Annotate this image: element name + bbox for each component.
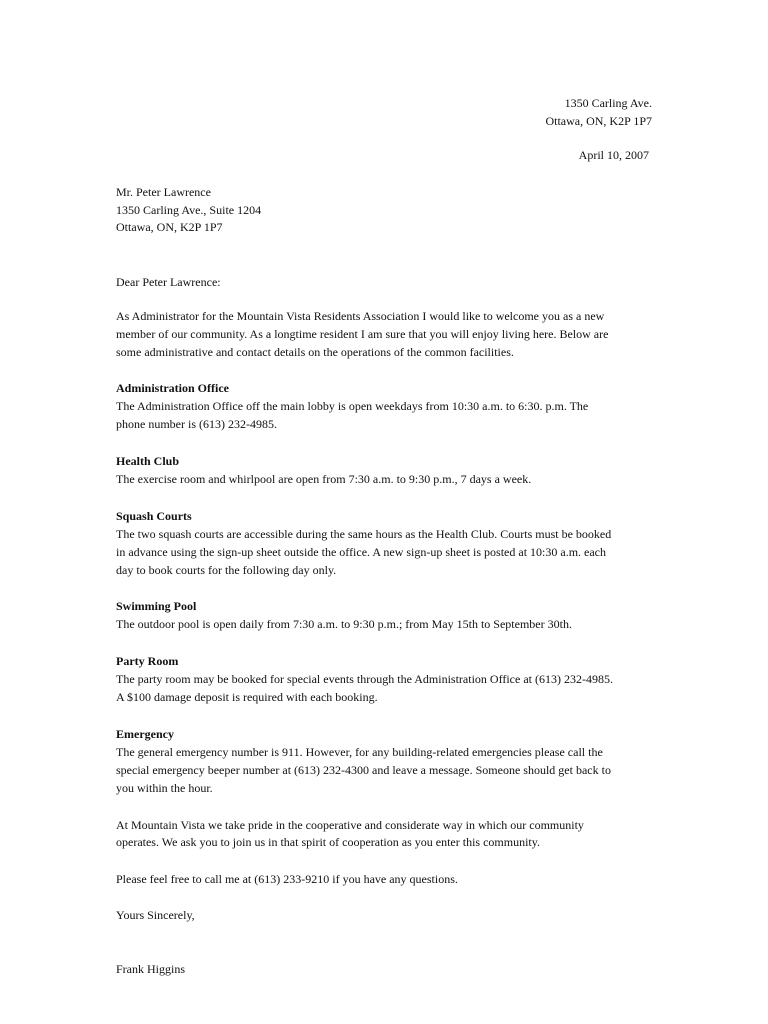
closing-line: At Mountain Vista we take pride in the cooperative and considerate way in which our community [116, 818, 584, 832]
sender-address-line-1: 1350 Carling Ave. [564, 96, 652, 110]
section-line: The exercise room and whirlpool are open from 7:30 a.m. to 9:30 p.m., 7 days a week. [116, 472, 532, 486]
section-line: phone number is (613) 232-4985. [116, 417, 277, 431]
sign-off: Yours Sincerely, [116, 908, 195, 922]
section-line: The two squash courts are accessible during the same hours as the Health Club. Courts must be booked [116, 527, 612, 541]
section-line: A $100 damage deposit is required with each booking. [116, 690, 378, 704]
signature-name: Frank Higgins [116, 962, 185, 976]
section-heading-administration-office: Administration Office [116, 381, 229, 395]
section-heading-squash-courts: Squash Courts [116, 509, 192, 523]
section-line: The party room may be booked for special events through the Administration Office at (613) 232-4985. [116, 672, 613, 686]
closing-line: operates. We ask you to join us in that spirit of cooperation as you enter this community. [116, 835, 540, 849]
section-line: you within the hour. [116, 781, 213, 795]
sender-address-line-2: Ottawa, ON, K2P 1P7 [545, 114, 652, 128]
section-heading-health-club: Health Club [116, 454, 180, 468]
section-line: day to book courts for the following day only. [116, 563, 337, 577]
contact-line: Please feel free to call me at (613) 233-9210 if you have any questions. [116, 872, 458, 886]
letter-date: April 10, 2007 [578, 148, 649, 162]
section-line: The Administration Office off the main lobby is open weekdays from 10:30 a.m. to 6:30. p.m. The [116, 399, 589, 413]
recipient-address-line-1: 1350 Carling Ave., Suite 1204 [116, 203, 262, 217]
section-line: The outdoor pool is open daily from 7:30 a.m. to 9:30 p.m.; from May 15th to September 30th. [116, 617, 572, 631]
section-line: special emergency beeper number at (613) 232-4300 and leave a message. Someone should get back to [116, 763, 611, 777]
section-line: in advance using the sign-up sheet outside the office. A new sign-up sheet is posted at 10:30 a.m. each [116, 545, 607, 559]
section-heading-party-room: Party Room [116, 654, 179, 668]
recipient-name: Mr. Peter Lawrence [116, 185, 211, 199]
intro-line: member of our community. As a longtime resident I am sure that you will enjoy living here. Below are [116, 327, 609, 341]
section-heading-emergency: Emergency [116, 727, 174, 741]
intro-line: As Administrator for the Mountain Vista Residents Association I would like to welcome you as a new [116, 309, 605, 323]
salutation: Dear Peter Lawrence: [116, 275, 221, 289]
recipient-address-line-2: Ottawa, ON, K2P 1P7 [116, 220, 223, 234]
section-line: The general emergency number is 911. However, for any building-related emergencies please call the [116, 745, 603, 759]
section-heading-swimming-pool: Swimming Pool [116, 599, 197, 613]
intro-line: some administrative and contact details on the operations of the common facilities. [116, 345, 514, 359]
